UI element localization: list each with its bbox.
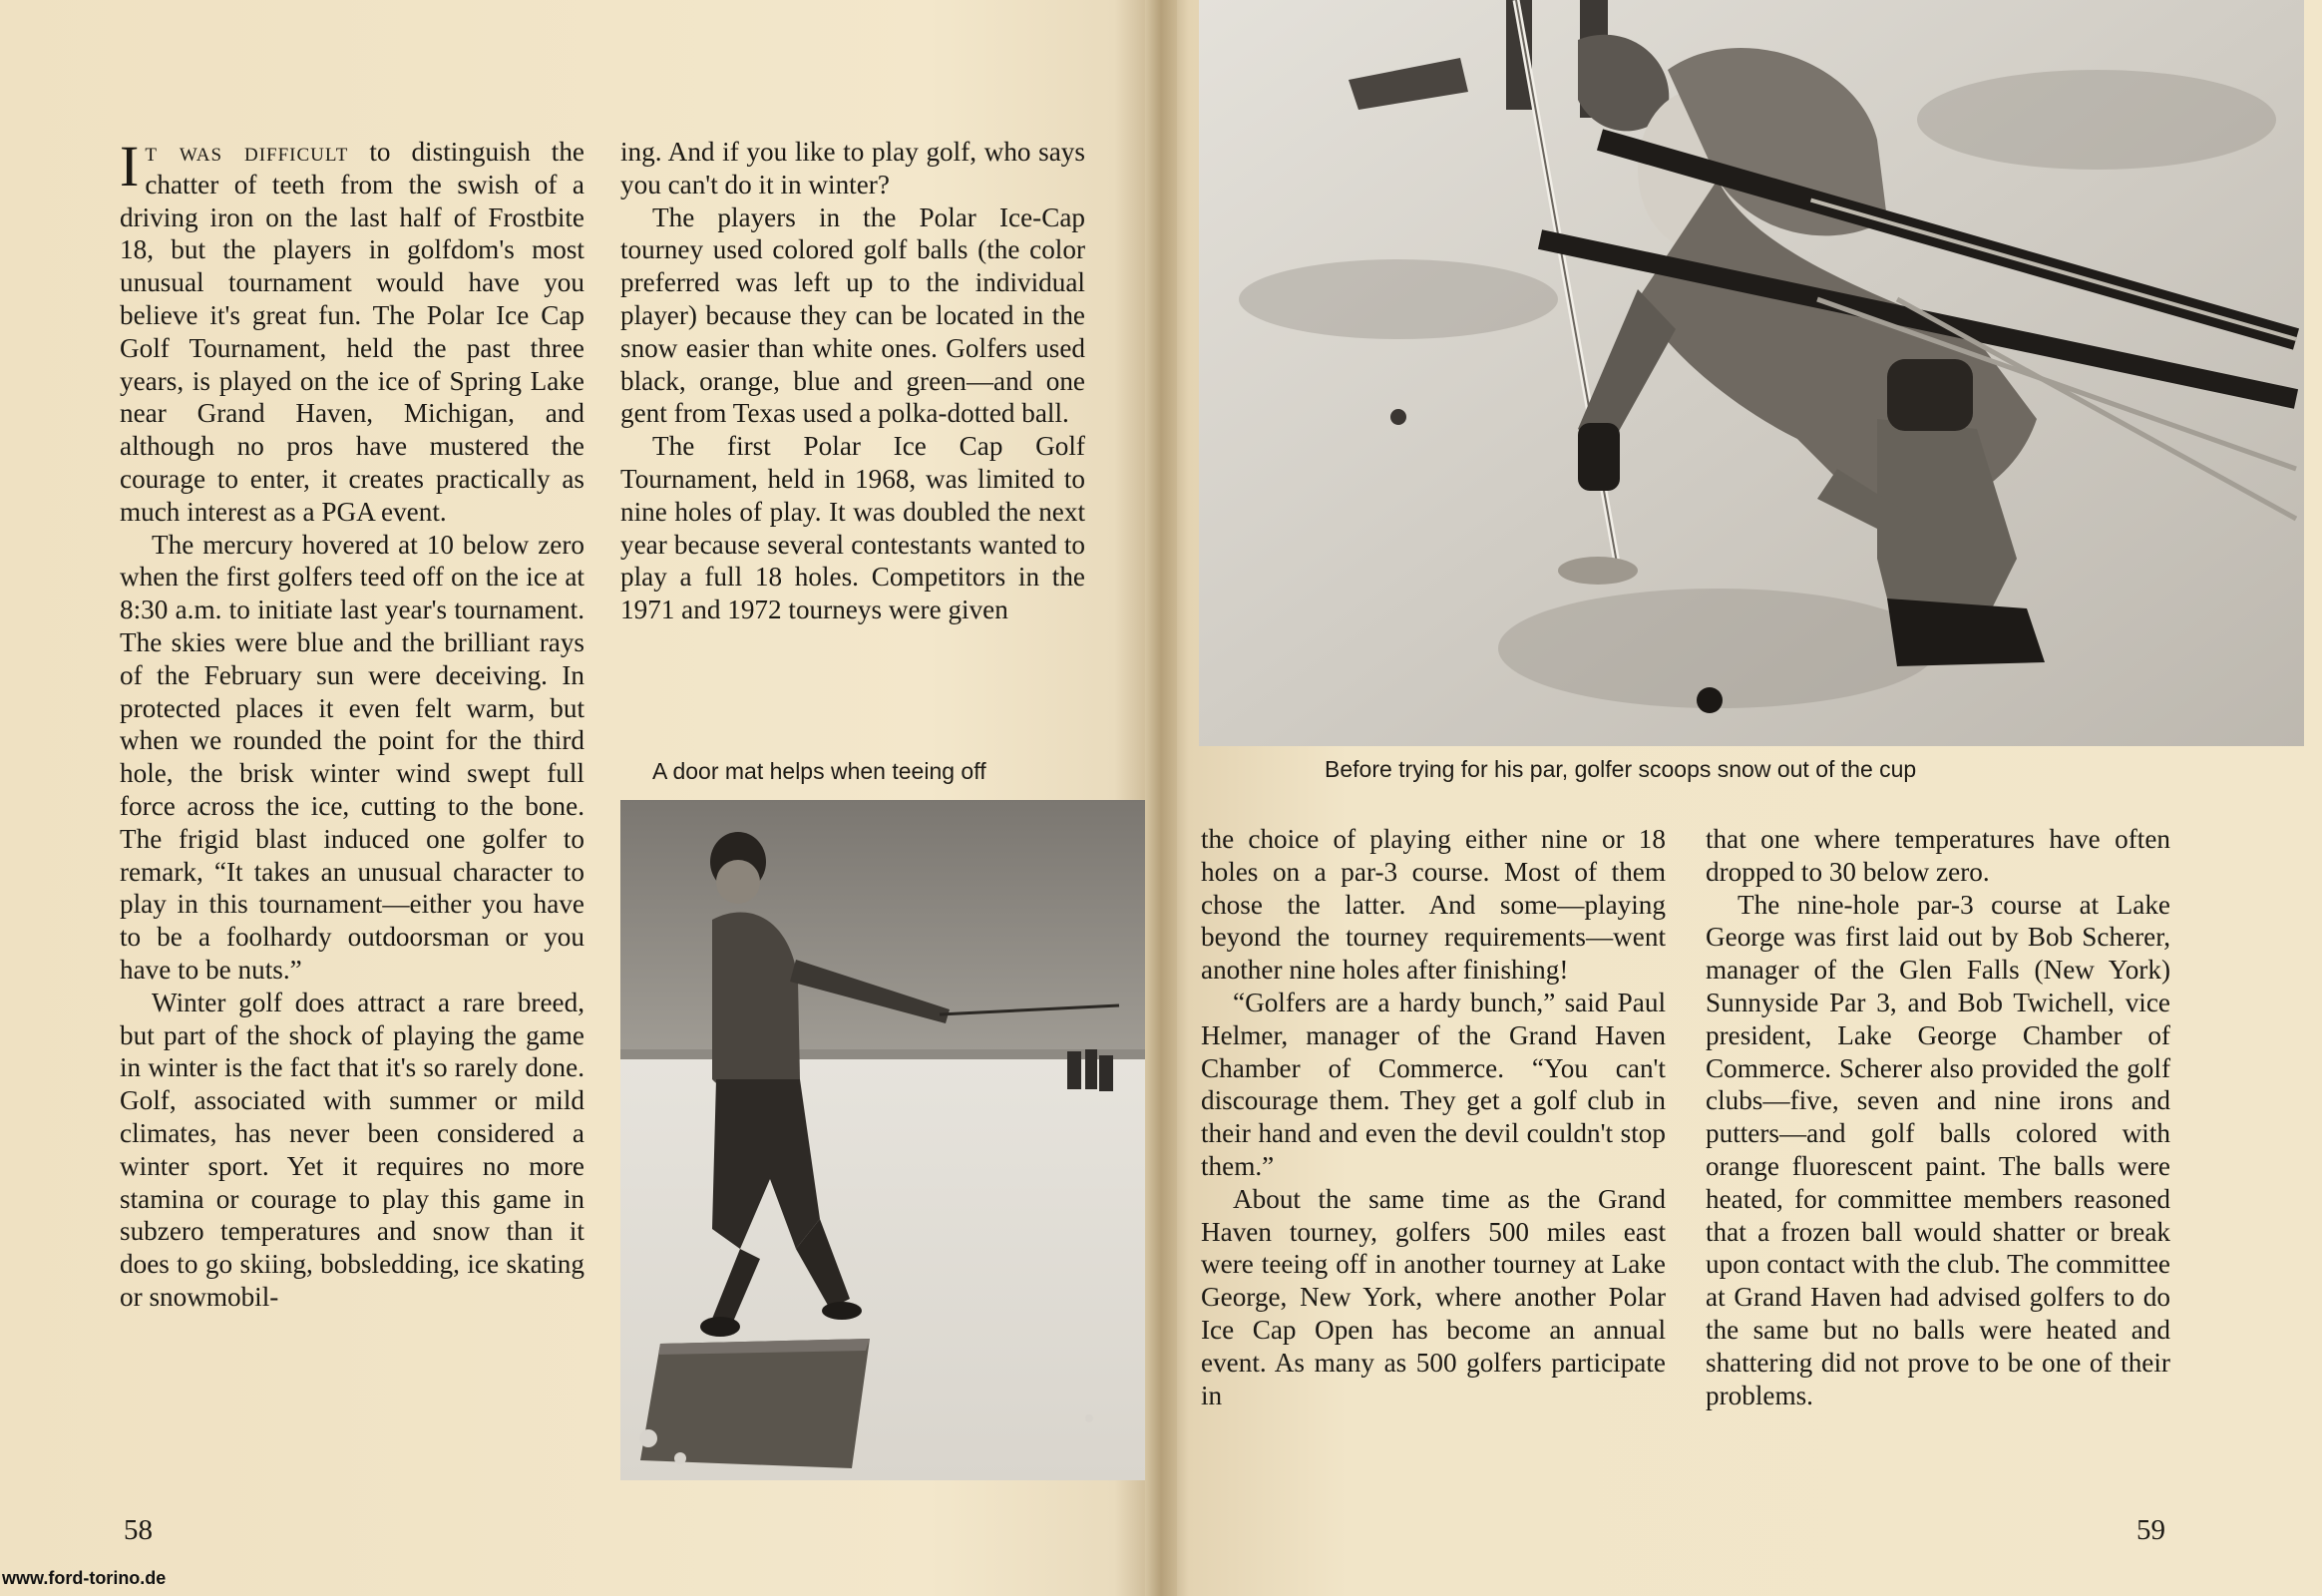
article-paragraph: ing. And if you like to play golf, who says you can't do it in winter? bbox=[620, 137, 1085, 200]
page-number: 58 bbox=[124, 1514, 153, 1546]
article-paragraph: Winter golf does attract a rare breed, but part of the shock of playing the game in winter is the fact that it's so rarely done. Golf, associated with summer or mild climates, has never been considered a winter sport. Yet it requires no more stamina or courage to play this game in subzero temperatures and snow than it does to go skiing, bobsledding, ice skating or snowmobil- bbox=[120, 987, 584, 1312]
article-paragraph: The nine-hole par-3 course at Lake George was first laid out by Bob Scherer, manager of the Glen Falls (New York) Sunnyside Par 3, and Bob Twichell, vice president, Lake George Chamber of Commerce. Scherer also provided the golf clubs—five, seven and nine irons and putters—and golf balls colored with orange fluorescent paint. The balls were heated, for committee members reasoned that a frozen ball would shatter or break upon contact with the club. The committee at Grand Haven had advised golfers to do the same but no balls were heated and shattering did not prove to be one of their problems. bbox=[1706, 889, 2170, 1410]
photo-caption: Before trying for his par, golfer scoops snow out of the cup bbox=[1325, 756, 1917, 782]
right-page bbox=[1177, 0, 2322, 1596]
article-paragraph: About the same time as the Grand Haven tourney, golfers 500 miles east were teeing off in another tourney at Lake George, New York, where another Polar Ice Cap Open has become an annual event. As many as 500 golfers participate in bbox=[1201, 1183, 1666, 1410]
golfer-scooping-snow-image bbox=[1199, 0, 2304, 746]
article-paragraph: The mercury hovered at 10 below zero when the first golfers teed off on the ice at 8:30 a.m. to initiate last year's tournament. The skies were blue and the brilliant rays of the February sun were deceiving. In protected places it even felt warm, but when we rounded the point for the third hole, the brisk winter wind swept full force across the ice, cutting to the bone. The frigid blast induced one golfer to remark, “It takes an unusual character to play in this tournament—either you have to be a foolhardy outdoorsman or you have to be nuts.” bbox=[120, 529, 584, 985]
left-column-1 bbox=[120, 136, 584, 1314]
golfer-teeing-off-image bbox=[620, 800, 1145, 1480]
lead-in-small-caps: t was difficult bbox=[145, 137, 349, 167]
article-paragraph: The first Polar Ice Cap Golf Tournament, held in 1968, was limited to nine holes of play. It was doubled the next year because several contestants wanted to play a full 18 holes. Competitors in the 1971 and 1972 tourneys were given bbox=[620, 431, 1085, 625]
drop-cap: I bbox=[120, 134, 140, 199]
left-column-2 bbox=[620, 136, 1085, 626]
left-page bbox=[0, 0, 1145, 1596]
book-spine bbox=[1145, 0, 1177, 1596]
photo-caption: A door mat helps when teeing off bbox=[652, 758, 986, 784]
photo-golfer-scooping-snow bbox=[1199, 0, 2304, 746]
paragraph-text: to distinguish the chatter of teeth from the swish of a driving iron on the last half of Frostbite 18, but the players in golfdom's most unusual tournament would have you believe it's great fun. The Polar Ice Cap Golf Tournament, held the past three years, is played on the ice of Spring Lake near Grand Haven, Michigan, and although no pros have mustered the courage to enter, it creates practically as much interest as a PGA event. bbox=[120, 137, 584, 527]
article-paragraph: the choice of playing either nine or 18 holes on a par-3 course. Most of them chose the latter. And some—playing beyond the tourney requirements—went another nine holes after finishing! bbox=[1201, 824, 1666, 986]
article-paragraph: “Golfers are a hardy bunch,” said Paul Helmer, manager of the Grand Haven Chamber of Commerce. “You can't discourage them. They get a golf club in their hand and even the devil couldn't stop them.” bbox=[1201, 987, 1666, 1181]
page-number: 59 bbox=[2136, 1514, 2165, 1546]
website-watermark: www.ford-torino.de bbox=[2, 1568, 167, 1588]
right-column-2 bbox=[1706, 823, 2170, 1411]
article-paragraph: The players in the Polar Ice-Cap tourney used colored golf balls (the color preferred was left up to the individual player) because they can be located in the snow easier than white ones. Golfers used black, orange, blue and green—and one gent from Texas used a polka-dotted ball. bbox=[620, 201, 1085, 429]
photo-golfer-teeing-off bbox=[620, 800, 1145, 1480]
article-paragraph bbox=[120, 136, 584, 529]
right-column-1 bbox=[1201, 823, 1666, 1411]
article-paragraph: that one where temperatures have often dropped to 30 below zero. bbox=[1706, 824, 2170, 887]
